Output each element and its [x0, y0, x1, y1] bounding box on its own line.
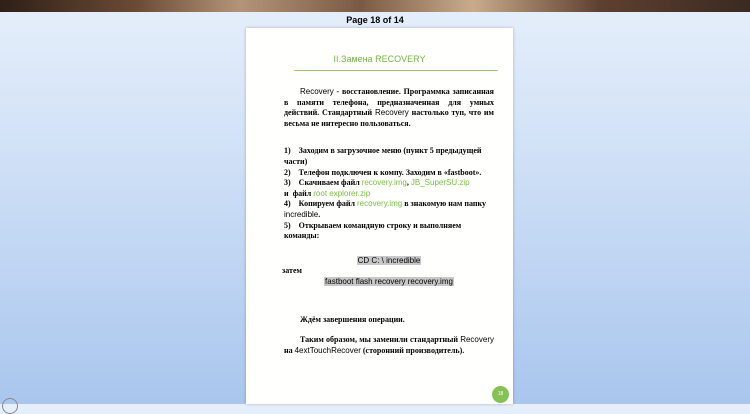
page-counter: Page 18 of 14	[346, 15, 404, 25]
step-4-rest: в знакомую нам папку	[402, 199, 486, 209]
intro-lead: Recovery	[300, 87, 334, 96]
wait-text: Ждём завершения операции.	[300, 314, 405, 324]
conclusion-lead: Таким образом, мы заменили стандартный	[300, 335, 461, 345]
command-1-line	[284, 256, 494, 267]
conclusion-tail: (сторонний производитель).	[360, 345, 465, 355]
step-2: 2) Телефон подключен к компу. Заходим в «fastboot».	[284, 167, 482, 177]
then-label: затем	[282, 266, 302, 276]
step-5: 5) Открываем командную строку и выполняем команды:	[284, 220, 462, 241]
spacer	[284, 242, 494, 256]
step-4-dot: .	[318, 209, 321, 219]
desktop-wallpaper-strip	[0, 0, 750, 12]
cursor-ring-icon	[2, 398, 18, 414]
spacer	[284, 129, 494, 146]
command-1: CD C: \ incredible	[357, 255, 421, 265]
conclusion-paragraph	[284, 335, 494, 356]
step-1: 1) Заходим в загрузочное меню (пункт 5 предыдущей части)	[284, 146, 482, 166]
file-recovery-img: recovery.img	[361, 178, 407, 188]
conclusion-custom-recovery: 4extTouchRecover	[294, 345, 361, 355]
step-3-and: и файл	[284, 188, 314, 198]
page-number-badge: 18	[492, 386, 509, 403]
file-supersu-zip: JB_SuperSU.zip	[410, 178, 470, 188]
step-4	[284, 199, 494, 220]
step-3	[284, 178, 494, 199]
spacer	[284, 325, 494, 335]
file-recovery-img-2: recovery.img	[357, 199, 403, 209]
document-page[interactable]	[246, 28, 513, 404]
document-body	[284, 87, 494, 356]
conclusion-recovery-word: Recovery	[460, 335, 494, 345]
title-underline	[294, 70, 498, 71]
folder-incredible: incredible	[284, 209, 319, 219]
step-3-comma: ,	[406, 178, 411, 188]
spacer	[284, 288, 494, 315]
intro-tail: настолько туп, что им весьма не интересно пользоваться.	[284, 108, 494, 128]
intro-recovery-word: Recovery	[374, 108, 409, 118]
file-root-explorer-zip: root explorer.zip	[313, 188, 371, 198]
command-2-line	[284, 277, 494, 288]
intro-paragraph	[284, 87, 494, 129]
section-title: II.Замена RECOVERY	[333, 54, 426, 64]
conclusion-mid: на	[284, 345, 295, 355]
intro-rest: - восстановление. Программка записанная в памяти телефона, предназначенная для умных действий. Стандартный	[284, 87, 494, 118]
step-4-text: 4) Копируем файл	[284, 199, 358, 209]
step-3-text: 3) Скачиваем файл	[284, 178, 362, 188]
command-2: fastboot flash recovery recovery.img	[325, 276, 453, 286]
